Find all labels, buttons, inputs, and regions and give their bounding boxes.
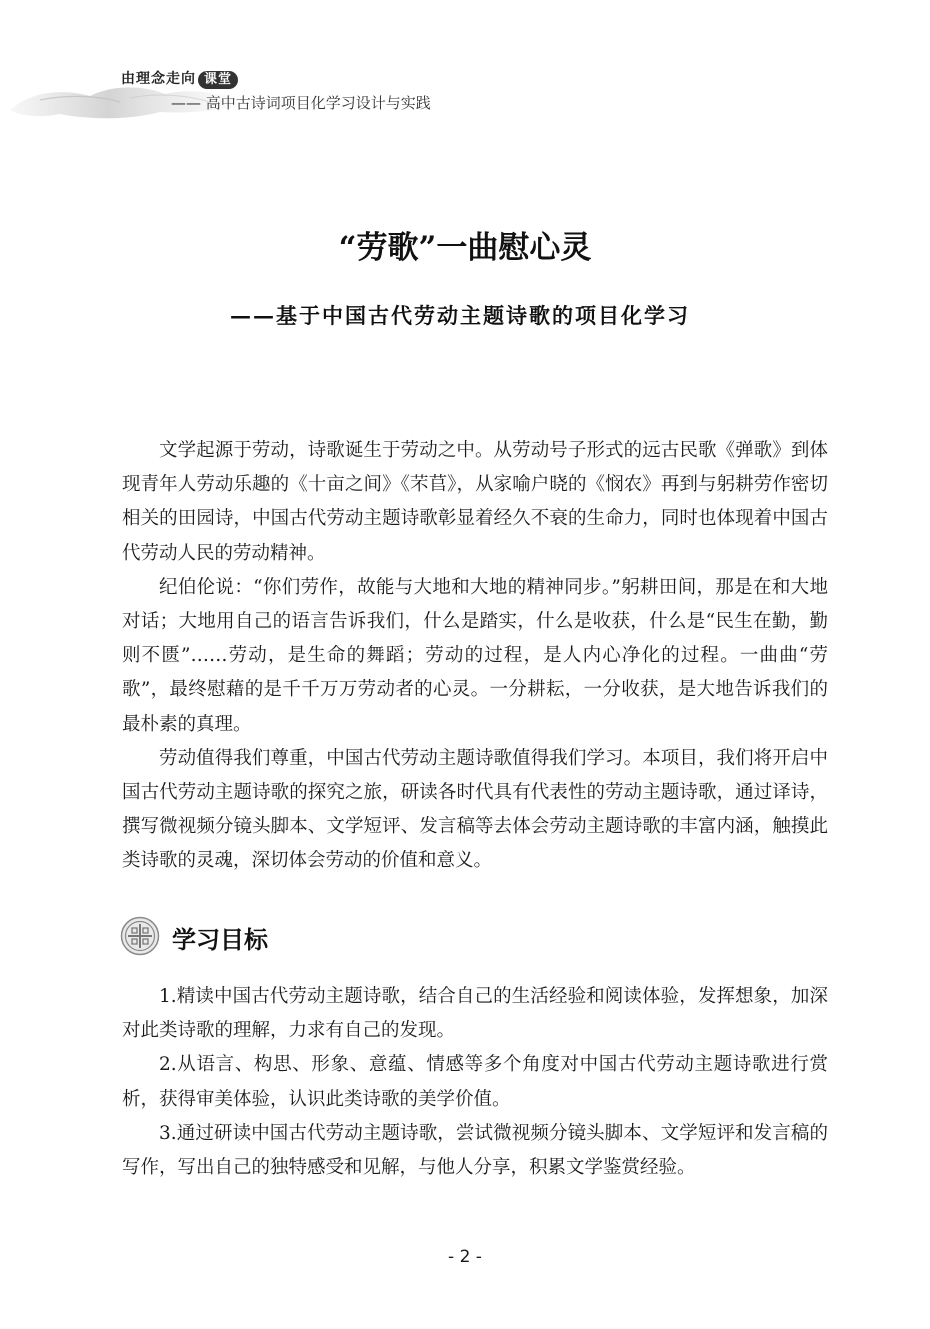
page-number: - 2 - — [448, 1247, 482, 1267]
section-title: 学习目标 — [172, 925, 268, 954]
goals-list — [122, 980, 828, 1185]
page-subtitle: ——基于中国古代劳动主题诗歌的项目化学习 — [230, 303, 690, 328]
series-title: 由理念走向 课堂 — [121, 68, 238, 89]
series-subtitle: —— 高中古诗词项目化学习设计与实践 — [171, 94, 431, 112]
paragraph: 文学起源于劳动，诗歌诞生于劳动之中。从劳动号子形式的远古民歌《弹歌》到体现青年人劳动乐趣的《十亩之间》《芣苢》，从家喻户晓的《悯农》再到与躬耕劳作密切相关的田园诗，中国古代劳动主题诗歌彰显着经久不衰的生命力，同时也体现着中国古代劳动人民的劳动精神。 — [122, 440, 828, 564]
intro-text — [122, 434, 828, 879]
series-badge: 课堂 — [198, 71, 238, 89]
running-header — [0, 0, 930, 140]
list-item: 2.从语言、构思、形象、意蕴、情感等多个角度对中国古代劳动主题诗歌进行赏析，获得审美体验，认识此类诗歌的美学价值。 — [122, 1054, 828, 1110]
list-item: 1.精读中国古代劳动主题诗歌，结合自己的生活经验和阅读体验，发挥想象，加深对此类诗歌的理解，力求有自己的发现。 — [122, 986, 828, 1042]
ornament-icon — [120, 916, 160, 956]
list-item: 3.通过研读中国古代劳动主题诗歌，尝试微视频分镜头脚本、文学短评和发言稿的写作，写出自己的独特感受和见解，与他人分享，积累文学鉴赏经验。 — [122, 1122, 828, 1179]
paragraph: 纪伯伦说：“你们劳作，故能与大地和大地的精神同步。”躬耕田间，那是在和大地对话；大地用自己的语言告诉我们，什么是踏实，什么是收获，什么是“民生在勤，勤则不匮”……劳动，是生命的舞蹈；劳动的过程，是人内心净化的过程。一曲曲“劳歌”，最终慰藉的是千千万万劳动者的心灵。一分耕耘，一分收获，是大地告诉我们的最朴素的真理。 — [122, 576, 828, 735]
page-title: “劳歌”一曲慰心灵 — [338, 230, 592, 266]
paragraph: 劳动值得我们尊重，中国古代劳动主题诗歌值得我们学习。本项目，我们将开启中国古代劳动主题诗歌的探究之旅，研读各时代具有代表性的劳动主题诗歌，通过译诗，撰写微视频分镜头脚本、文学短评、发言稿等去体会劳动主题诗歌的丰富内涵，触摸此类诗歌的灵魂，深切体会劳动的价值和意义。 — [122, 747, 828, 872]
